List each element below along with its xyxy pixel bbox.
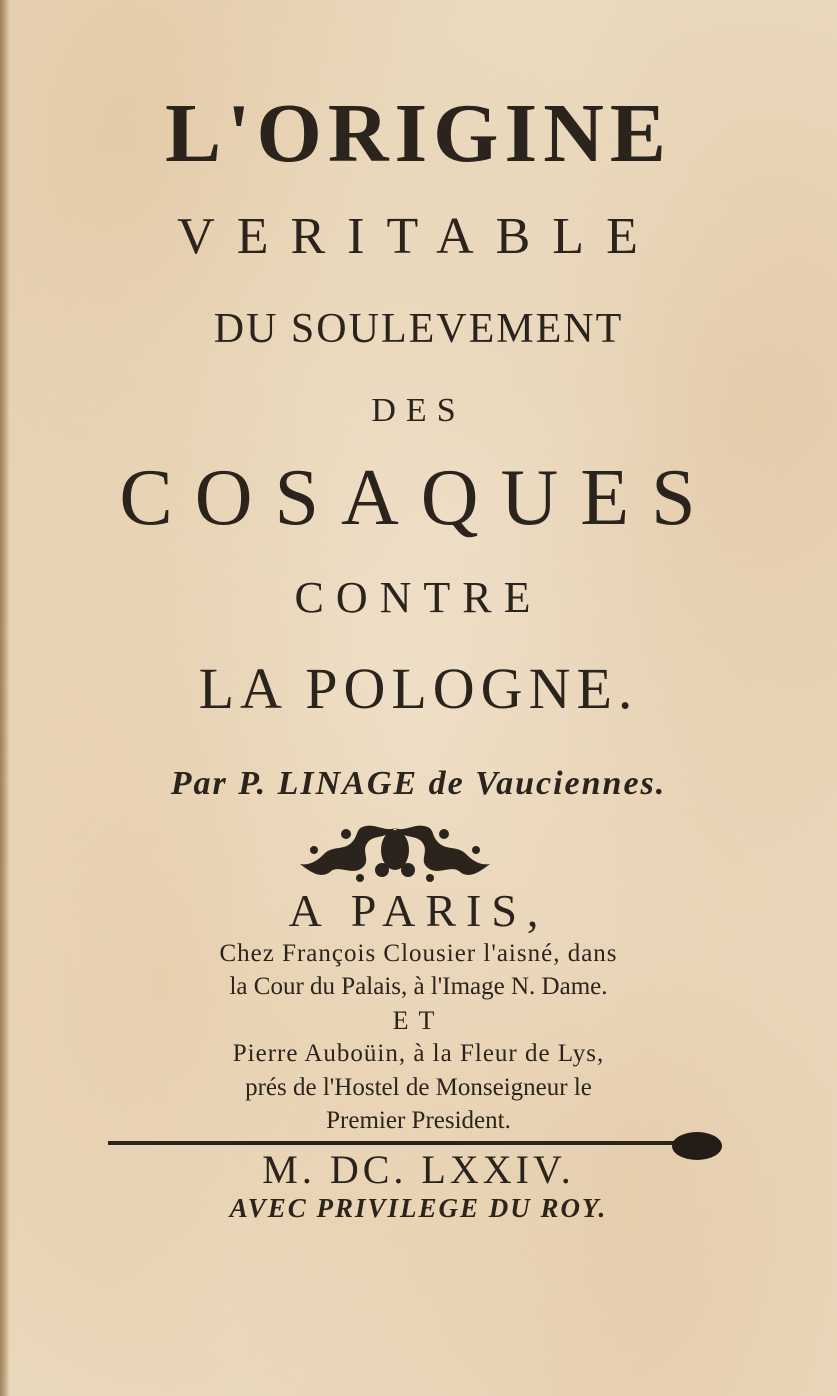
title-line-4: DES	[371, 392, 466, 429]
imprint-line-4: Pierre Auboüin, à la Fleur de Lys,	[232, 1040, 605, 1067]
imprint-line-6: Premier President.	[326, 1107, 511, 1134]
imprint-line-2: la Cour du Palais, à l'Image N. Dame.	[229, 973, 608, 1000]
royal-privilege: AVEC PRIVILEGE DU ROY.	[229, 1193, 608, 1223]
horizontal-rule	[108, 1141, 698, 1145]
publication-date: M. DC. LXXIV.	[262, 1147, 575, 1192]
title-line-6: CONTRE	[294, 573, 543, 622]
title-line-1: L'ORIGINE	[165, 87, 672, 180]
title-line-3: DU SOULEVEMENT	[213, 306, 624, 352]
imprint-line-5: prés de l'Hostel de Monseigneur le	[245, 1074, 592, 1101]
imprint-line-1: Chez François Clousier l'aisné, dans	[219, 940, 618, 967]
fleuron-ornament-icon	[290, 820, 500, 886]
imprint-city: A PARIS,	[288, 885, 549, 936]
author-line: Par P. LINAGE de Vauciennes.	[170, 765, 667, 802]
title-line-2: VERITABLE	[177, 208, 660, 265]
title-line-5: COSAQUES	[119, 454, 718, 542]
imprint-line-3: ET	[392, 1006, 445, 1035]
title-line-7: LA POLOGNE.	[198, 656, 639, 721]
